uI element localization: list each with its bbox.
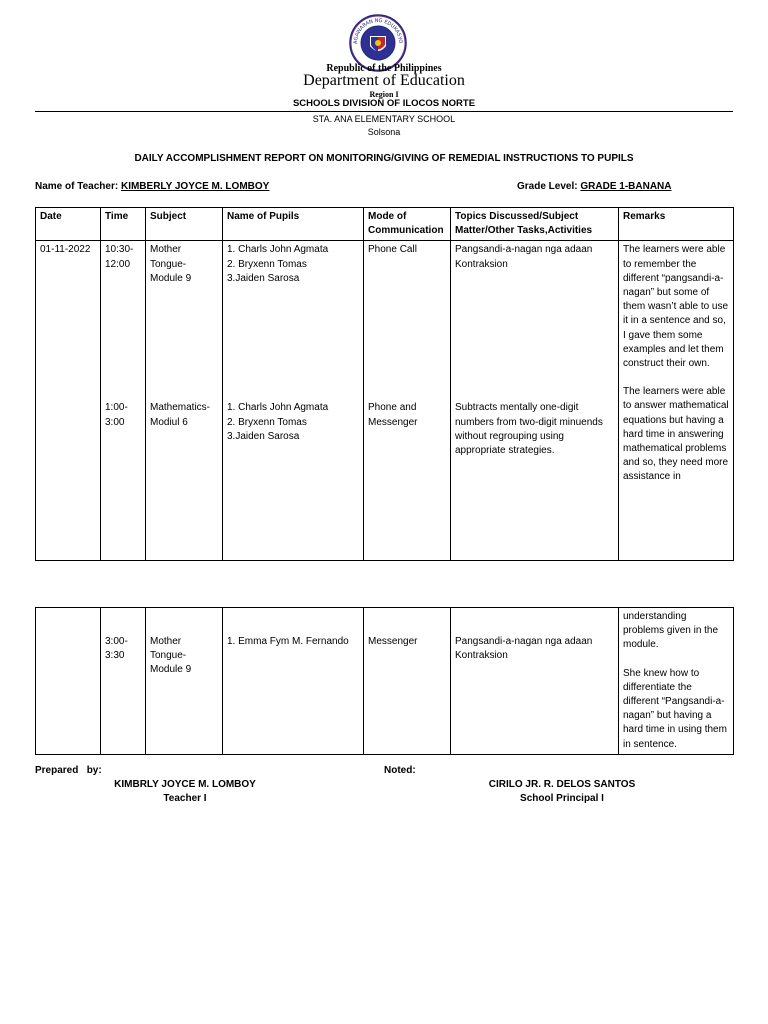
row-date: 01-11-2022 xyxy=(40,244,91,256)
header-time: Time xyxy=(101,208,146,241)
cell-date xyxy=(36,241,101,561)
row1-pupils xyxy=(227,243,359,401)
report-title: DAILY ACCOMPLISHMENT REPORT ON MONITORING/GIVING OF REMEDIAL INSTRUCTIONS TO PUPILS xyxy=(134,153,634,164)
cell-time xyxy=(101,241,146,561)
row1-mode: Phone Call xyxy=(368,244,417,256)
row2-time: 1:00-3:00 xyxy=(105,402,128,428)
row2-topics: Subtracts mentally one-digit numbers from two-digit minuends without regrouping using appropriate strategies. xyxy=(455,402,603,457)
row1-topics: Pangsandi-a-nagan nga adaan Kontraksion xyxy=(455,244,593,270)
header-remarks: Remarks xyxy=(619,208,734,241)
table-row xyxy=(36,608,734,755)
row2-remarks: The learners were able to answer mathematical equations but having a hard time in answering mathematical problems and so, they need more assistance in xyxy=(623,386,729,483)
row3-topics: Pangsandi-a-nagan nga adaan Kontraksion xyxy=(455,636,593,662)
row1-subject: Mother Tongue-Module 9 xyxy=(150,244,192,284)
accomplishment-table xyxy=(35,207,734,561)
region-line: Region I xyxy=(369,90,399,99)
grade-label: Grade Level: xyxy=(517,181,578,192)
cell-subject xyxy=(146,241,223,561)
teacher-name: KIMBERLY JOYCE M. LOMBOY xyxy=(120,181,270,192)
svg-text:KAGAWARAN NG EDUKASYON: AGAWARAN NG EDUKASYO xyxy=(352,17,404,45)
prepared-by-title: Teacher I xyxy=(163,793,207,804)
row3-mode: Messenger xyxy=(368,636,418,647)
pupil-item: 1. Charls John Agmata xyxy=(227,402,329,414)
header-mode: Mode of Communication xyxy=(364,208,451,241)
cell-time xyxy=(101,608,146,755)
header-topics: Topics Discussed/Subject Matter/Other Tasks,Activities xyxy=(451,208,619,241)
noted-by-title: School Principal I xyxy=(520,793,604,804)
header-date: Date xyxy=(36,208,101,241)
prepared-by-name: KIMBRLY JOYCE M. LOMBOY xyxy=(114,779,256,790)
grade-line xyxy=(517,181,672,192)
row3-remarks: She knew how to differentiate the different “Pangsandi-a-nagan” but having a hard time in using them in sentence. xyxy=(623,667,727,750)
cell-remarks xyxy=(619,608,734,755)
cell-pupils xyxy=(223,241,364,561)
cell-remarks xyxy=(619,241,734,561)
grade-value: GRADE 1-BANANA xyxy=(580,181,672,192)
table-row xyxy=(36,241,734,561)
letterhead-divider xyxy=(35,111,733,112)
teacher-label: Name of Teacher: xyxy=(35,181,119,192)
header-pupils: Name of Pupils xyxy=(223,208,364,241)
teacher-line xyxy=(35,181,269,192)
row1-remarks: The learners were able to remember the different “pangsandi-a-nagan” but some of them wasn’t able to use it in a sentence and so, I gave them some examples and let them construct their own. xyxy=(623,244,729,370)
pupil-item: 2. Bryxenn Tomas xyxy=(227,258,307,270)
pupil-item: 1. Charls John Agmata xyxy=(227,244,329,256)
division-line: SCHOOLS DIVISION OF ILOCOS NORTE xyxy=(292,98,476,109)
cell-topics xyxy=(451,608,619,755)
prepared-by-label: Prepared by: xyxy=(35,765,102,776)
cell-date-empty xyxy=(36,608,101,755)
cell-mode xyxy=(364,241,451,561)
row2-pupils xyxy=(227,401,359,444)
cell-mode xyxy=(364,608,451,755)
school-town: Solsona xyxy=(367,127,401,137)
table-header-row xyxy=(36,208,734,241)
row2-mode: Phone and Messenger xyxy=(368,402,418,428)
noted-label: Noted: xyxy=(384,765,416,776)
row2-subject: Mathematics-Modiul 6 xyxy=(150,402,211,428)
republic-line: Republic of the Philippines xyxy=(326,63,442,74)
row3-pupils: 1. Emma Fym M. Fernando xyxy=(227,636,349,647)
cell-topics xyxy=(451,241,619,561)
row2-remarks-continued: understanding problems given in the module. xyxy=(623,611,719,651)
cell-subject xyxy=(146,608,223,755)
school-name: STA. ANA ELEMENTARY SCHOOL xyxy=(312,114,456,124)
pupil-item: 3.Jaiden Sarosa xyxy=(227,272,300,284)
department-name: Department of Education xyxy=(303,72,465,89)
row3-subject: Mother Tongue-Module 9 xyxy=(150,636,192,676)
cell-pupils xyxy=(223,608,364,755)
noted-by-name: CIRILO JR. R. DELOS SANTOS xyxy=(488,779,636,790)
accomplishment-table-continued xyxy=(35,607,734,755)
pupil-item: 3.Jaiden Sarosa xyxy=(227,430,300,442)
row3-time: 3:00-3:30 xyxy=(105,636,128,662)
row1-time: 10:30-12:00 xyxy=(105,244,134,270)
pupil-item: 2. Bryxenn Tomas xyxy=(227,416,307,428)
header-subject: Subject xyxy=(146,208,223,241)
